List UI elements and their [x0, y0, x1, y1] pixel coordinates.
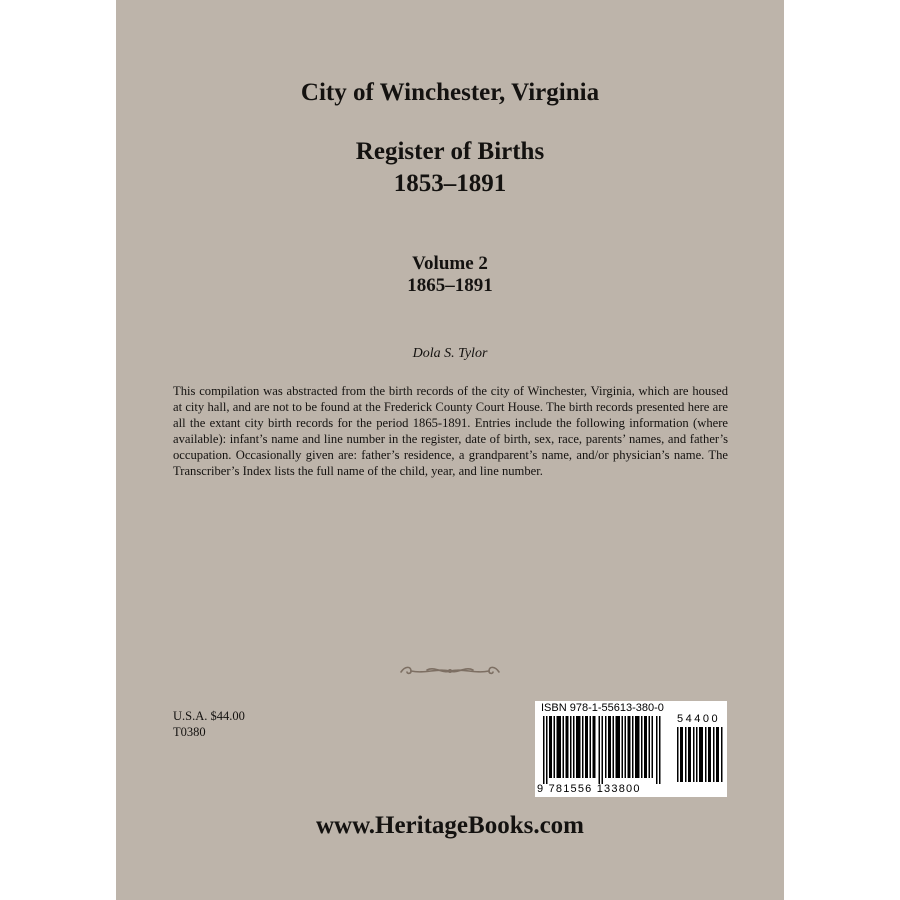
ean-barcode-bars [543, 716, 661, 784]
book-years: 1853–1891 [393, 170, 507, 197]
isbn-barcode [535, 701, 727, 797]
volume-years: 1865–1891 [407, 275, 493, 296]
addon-digits: 54400 [677, 713, 721, 725]
price-block [173, 708, 245, 740]
book-title: City of Winchester, Virginia [300, 79, 600, 106]
product-code: T0380 [173, 725, 206, 739]
addon-barcode-bars [677, 727, 723, 782]
book-description: This compilation was abstracted from the birth records of the city of Winchester, Virginia, which are housed at city hall, and are not to be found at the Frederick County Court House. The birth records presented here are all the extant city birth records for the period 1865-1891. Entries include the following information (where available): infant’s name and line number in the register, date of birth, sex, race, parents’ names, and father’s occupation. Occasionally given are: father’s residence, a grandparent’s name, and/or physician’s name. The Transcriber’s Index lists the full name of the child, year, and line number. [173, 384, 728, 479]
isbn-label: ISBN 978-1-55613-380-0 [541, 702, 664, 714]
author-name: Dola S. Tylor [412, 346, 488, 361]
book-subtitle: Register of Births [355, 138, 545, 165]
book-back-cover [116, 0, 784, 900]
ean-digits: 9 781556 133800 [537, 783, 641, 795]
volume-label: Volume 2 [412, 253, 488, 274]
price-label: U.S.A. $44.00 [173, 709, 245, 723]
publisher-website: www.HeritageBooks.com [315, 812, 585, 839]
scroll-ornament-icon [397, 664, 503, 678]
